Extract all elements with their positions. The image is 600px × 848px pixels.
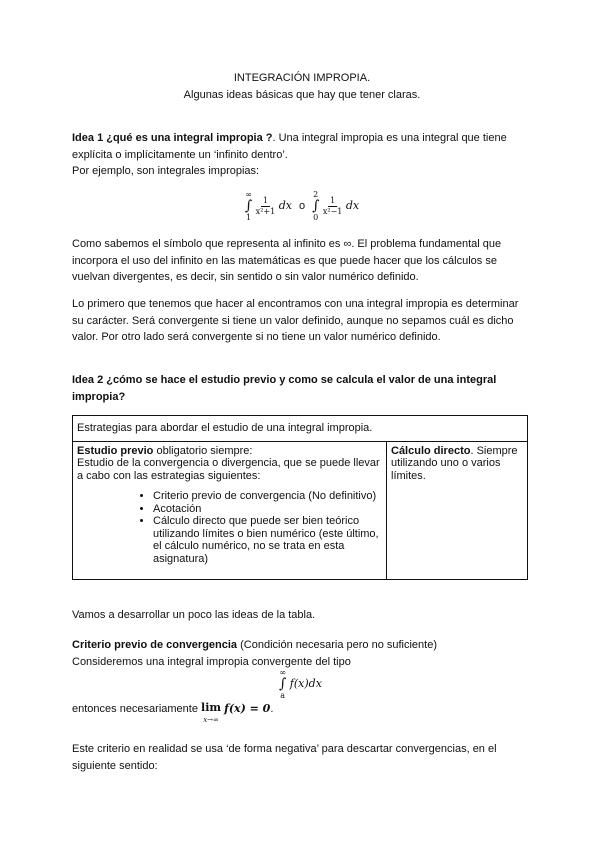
idea1-example: Por ejemplo, son integrales impropias: (72, 165, 260, 177)
idea2-heading: Idea 2 ¿cómo se hace el estudio previo y como se calcula el valor de una integral impropia? (72, 374, 497, 403)
list-item: • Cálculo directo que puede ser bien teórico utilizando límites o bien numérico (este último, el cálculo numérico, no se trata en esta asignatura) (153, 515, 382, 565)
idea1-heading: Idea 1 ¿qué es una integral impropia ? (72, 132, 273, 144)
paragraph-negative: Este criterio en realidad se usa ‘de forma negativa’ para descartar convergencias, en el siguiente sentido: (72, 743, 497, 772)
table-cell-estudio-previo: Estudio previo obligatorio siempre: Estudio de la convergencia o divergencia, que se puede llevar a cabo con las estrategias siguientes: • Criterio previo de convergencia (No definitivo) • Acotación • Cálculo directo que puede ser bien teórico utilizando límites o bien numérico (este último, el cálculo numérico, no se trata en esta asignatura) (73, 441, 387, 579)
document-subtitle: Algunas ideas básicas que hay que tener claras. (183, 89, 421, 101)
list-item: • Acotación (153, 503, 382, 516)
document-title: INTEGRACIÓN IMPROPIA. (233, 72, 371, 84)
formula-integral: ∞ ∫ a f(x)dx (279, 668, 322, 700)
paragraph-infinity: Como sabemos el símbolo que representa al infinito es ∞. El problema fundamental que incorpora el uso del infinito en las matemáticas es que puede hacer que los cálculos se vuelvan divergentes, es decir, sin sentido o sin valor numérico definido. (72, 238, 502, 283)
idea1-paragraph: Idea 1 ¿qué es una integral impropia ?. Una integral impropia es una integral que tiene explícita o implícitamente un ‘infinito dentro’. Por ejemplo, son integrales impropias: (72, 132, 507, 177)
list-item: • Criterio previo de convergencia (No definitivo) (153, 490, 382, 503)
table-cell-calculo-directo: Cálculo directo. Siempre utilizando uno o varios límites. (387, 441, 528, 579)
strategies-table (72, 415, 528, 580)
paragraph-character: Lo primero que tenemos que hacer al encontramos con una integral impropia es determinar su carácter. Será convergente si tiene un valor definido, aunque no sepamos cuál es dicho valor. Por otro lado será convergente si no tiene un valor numérico definido. (72, 298, 519, 343)
entonces-line: entonces necesariamente lim x→∞ f(x) = 0. (72, 701, 274, 724)
formula-examples: ∞ ∫ 1 $\frac{1}{\text{x²+1}}$ dx o 2 ∫ 0 $\frac{1}{\text{x²−1}}$ dx (244, 190, 360, 222)
criterio-paragraph: Criterio previo de convergencia (Condición necesaria pero no suficiente) Consideremos una integral impropia convergente del tipo (72, 639, 438, 668)
table-header: Estrategias para abordar el estudio de una integral impropia. (73, 416, 528, 442)
strategy-list (77, 490, 382, 565)
paragraph-develop: Vamos a desarrollar un poco las ideas de la tabla. (72, 609, 316, 621)
